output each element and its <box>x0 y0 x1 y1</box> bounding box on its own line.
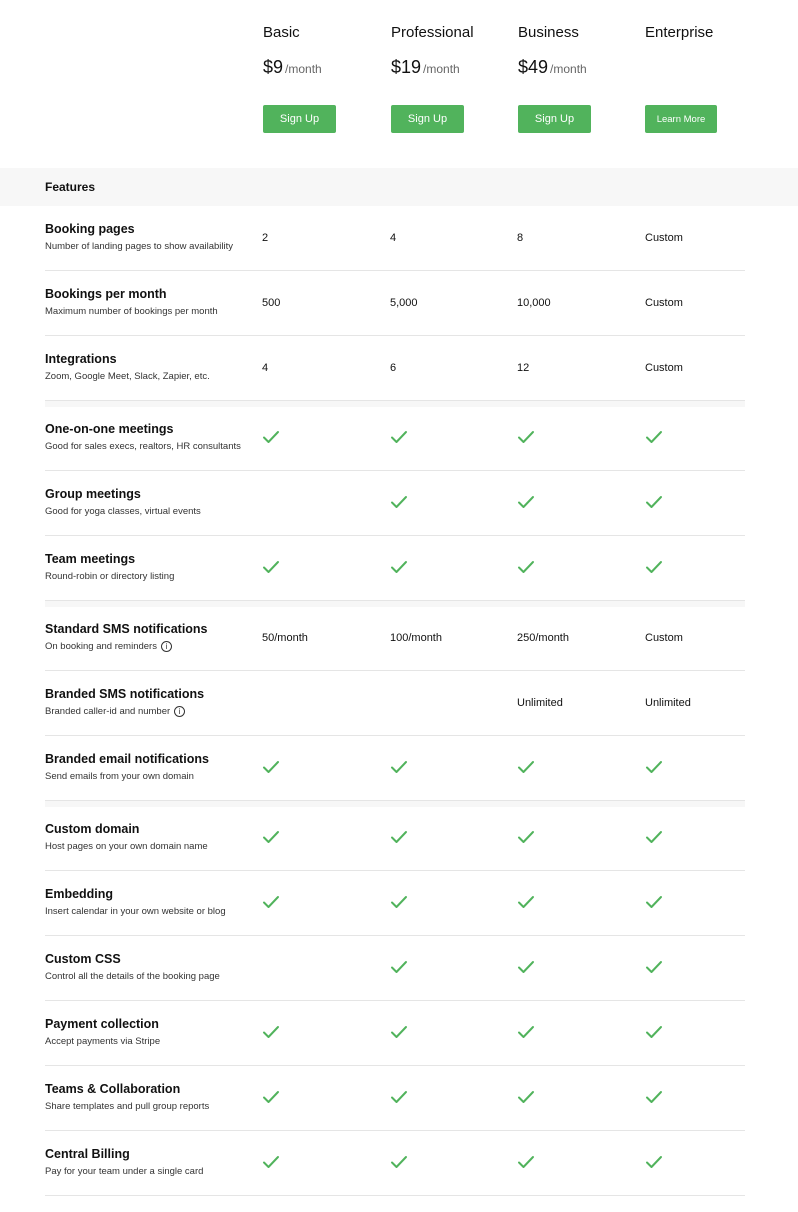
check-icon <box>390 560 408 574</box>
feature-title: Branded SMS notifications <box>45 687 205 701</box>
feature-title: Payment collection <box>45 1017 159 1031</box>
feature-title: Custom CSS <box>45 952 121 966</box>
feature-row <box>45 736 745 801</box>
feature-value: 4 <box>262 362 269 374</box>
price-period: /month <box>423 62 460 76</box>
price-amount: $19 <box>391 57 422 77</box>
feature-row <box>45 1066 745 1131</box>
info-icon[interactable]: i <box>161 641 172 652</box>
feature-row <box>45 671 745 736</box>
check-icon <box>645 1090 663 1104</box>
check-icon <box>517 560 535 574</box>
plan-name-business: Business <box>518 24 579 41</box>
plan-price-business <box>518 57 587 78</box>
feature-value: 4 <box>390 232 397 244</box>
feature-title: Integrations <box>45 352 117 366</box>
feature-title: One-on-one meetings <box>45 422 174 436</box>
feature-title: Bookings per month <box>45 287 167 301</box>
feature-description <box>45 241 233 252</box>
learn-more-button-enterprise[interactable]: Learn More <box>645 105 717 133</box>
check-icon <box>262 830 280 844</box>
feature-description <box>45 571 174 582</box>
plan-name-enterprise: Enterprise <box>645 24 714 41</box>
check-icon <box>517 495 535 509</box>
feature-row <box>45 206 745 271</box>
check-icon <box>390 895 408 909</box>
plan-name-basic: Basic <box>263 24 300 41</box>
plan-price-basic <box>263 57 322 78</box>
check-icon <box>645 430 663 444</box>
check-icon <box>390 1090 408 1104</box>
check-icon <box>645 830 663 844</box>
feature-description-text: Maximum number of bookings per month <box>45 306 218 317</box>
feature-value: 50/month <box>262 632 308 644</box>
check-icon <box>390 1025 408 1039</box>
feature-description-text: Accept payments via Stripe <box>45 1036 161 1047</box>
feature-value: Unlimited <box>517 697 563 709</box>
feature-value: 8 <box>517 232 524 244</box>
check-icon <box>645 895 663 909</box>
check-icon <box>390 1155 408 1169</box>
check-icon <box>517 895 535 909</box>
plan-price-professional <box>391 57 460 78</box>
feature-description <box>45 841 208 852</box>
price-period: /month <box>285 62 322 76</box>
feature-row <box>45 1001 745 1066</box>
check-icon <box>517 830 535 844</box>
feature-value: 100/month <box>390 632 442 644</box>
feature-description <box>45 1166 203 1177</box>
price-period: /month <box>550 62 587 76</box>
check-icon <box>262 1025 280 1039</box>
feature-description <box>45 441 241 452</box>
feature-description-text: Round-robin or directory listing <box>45 571 175 582</box>
feature-value: Custom <box>645 362 683 374</box>
feature-description-text: Insert calendar in your own website or blog <box>45 906 226 917</box>
feature-row <box>45 336 745 401</box>
check-icon <box>645 760 663 774</box>
feature-description-text: Control all the details of the booking page <box>45 971 220 982</box>
feature-description <box>45 306 218 317</box>
feature-value: 12 <box>517 362 530 374</box>
check-icon <box>517 1025 535 1039</box>
feature-title: Branded email notifications <box>45 752 209 766</box>
feature-title: Teams & Collaboration <box>45 1082 181 1096</box>
sign-up-button-business[interactable]: Sign Up <box>518 105 591 133</box>
feature-value: Custom <box>645 632 683 644</box>
feature-description <box>45 1036 160 1047</box>
feature-description-text: Branded caller-id and number <box>45 706 171 717</box>
check-icon <box>517 430 535 444</box>
feature-row <box>45 871 745 936</box>
feature-row <box>45 1131 745 1196</box>
price-amount: $49 <box>518 57 549 77</box>
feature-description-text: Good for yoga classes, virtual events <box>45 506 201 517</box>
check-icon <box>517 1155 535 1169</box>
feature-value: 500 <box>262 297 281 309</box>
check-icon <box>262 760 280 774</box>
check-icon <box>390 960 408 974</box>
check-icon <box>645 1025 663 1039</box>
feature-description-text: Pay for your team under a single card <box>45 1166 204 1177</box>
check-icon <box>262 1155 280 1169</box>
feature-title: Custom domain <box>45 822 140 836</box>
sign-up-button-professional[interactable]: Sign Up <box>391 105 464 133</box>
check-icon <box>517 1090 535 1104</box>
feature-row <box>45 936 745 1001</box>
sign-up-button-basic[interactable]: Sign Up <box>263 105 336 133</box>
feature-description <box>45 706 185 717</box>
plan-name-professional: Professional <box>391 24 474 41</box>
feature-value: 6 <box>390 362 397 374</box>
feature-title: Booking pages <box>45 222 135 236</box>
feature-title: Embedding <box>45 887 114 901</box>
feature-description-text: Share templates and pull group reports <box>45 1101 210 1112</box>
check-icon <box>645 1155 663 1169</box>
check-icon <box>262 560 280 574</box>
feature-row <box>45 606 745 671</box>
feature-title: Standard SMS notifications <box>45 622 208 636</box>
feature-description <box>45 1101 209 1112</box>
features-header-bar <box>0 168 798 206</box>
feature-description-text: Zoom, Google Meet, Slack, Zapier, etc. <box>45 371 210 382</box>
feature-title: Team meetings <box>45 552 136 566</box>
check-icon <box>390 760 408 774</box>
info-icon[interactable]: i <box>174 706 185 717</box>
check-icon <box>645 560 663 574</box>
check-icon <box>262 895 280 909</box>
feature-title: Group meetings <box>45 487 141 501</box>
feature-description-text: Host pages on your own domain name <box>45 841 208 852</box>
feature-description <box>45 971 220 982</box>
check-icon <box>517 760 535 774</box>
feature-description <box>45 371 210 382</box>
feature-description <box>45 506 201 517</box>
check-icon <box>262 430 280 444</box>
feature-value: Custom <box>645 232 683 244</box>
feature-description-text: Number of landing pages to show availability <box>45 241 233 252</box>
feature-value: Custom <box>645 297 683 309</box>
price-amount: $9 <box>263 57 284 77</box>
check-icon <box>390 430 408 444</box>
feature-description <box>45 771 194 782</box>
check-icon <box>517 960 535 974</box>
feature-description-text: On booking and reminders <box>45 641 157 652</box>
feature-row <box>45 471 745 536</box>
check-icon <box>390 830 408 844</box>
check-icon <box>645 495 663 509</box>
feature-row <box>45 406 745 471</box>
check-icon <box>390 495 408 509</box>
feature-value: 250/month <box>517 632 569 644</box>
check-icon <box>645 960 663 974</box>
feature-description-text: Good for sales execs, realtors, HR consultants <box>45 441 241 452</box>
feature-description <box>45 906 226 917</box>
feature-row <box>45 271 745 336</box>
feature-value: Unlimited <box>645 697 691 709</box>
feature-description <box>45 641 172 652</box>
feature-description-text: Send emails from your own domain <box>45 771 194 782</box>
check-icon <box>262 1090 280 1104</box>
features-heading: Features <box>45 180 96 194</box>
feature-value: 5,000 <box>390 297 418 309</box>
feature-row <box>45 536 745 601</box>
feature-value: 2 <box>262 232 269 244</box>
feature-value: 10,000 <box>517 297 551 309</box>
feature-title: Central Billing <box>45 1147 130 1161</box>
feature-row <box>45 806 745 871</box>
